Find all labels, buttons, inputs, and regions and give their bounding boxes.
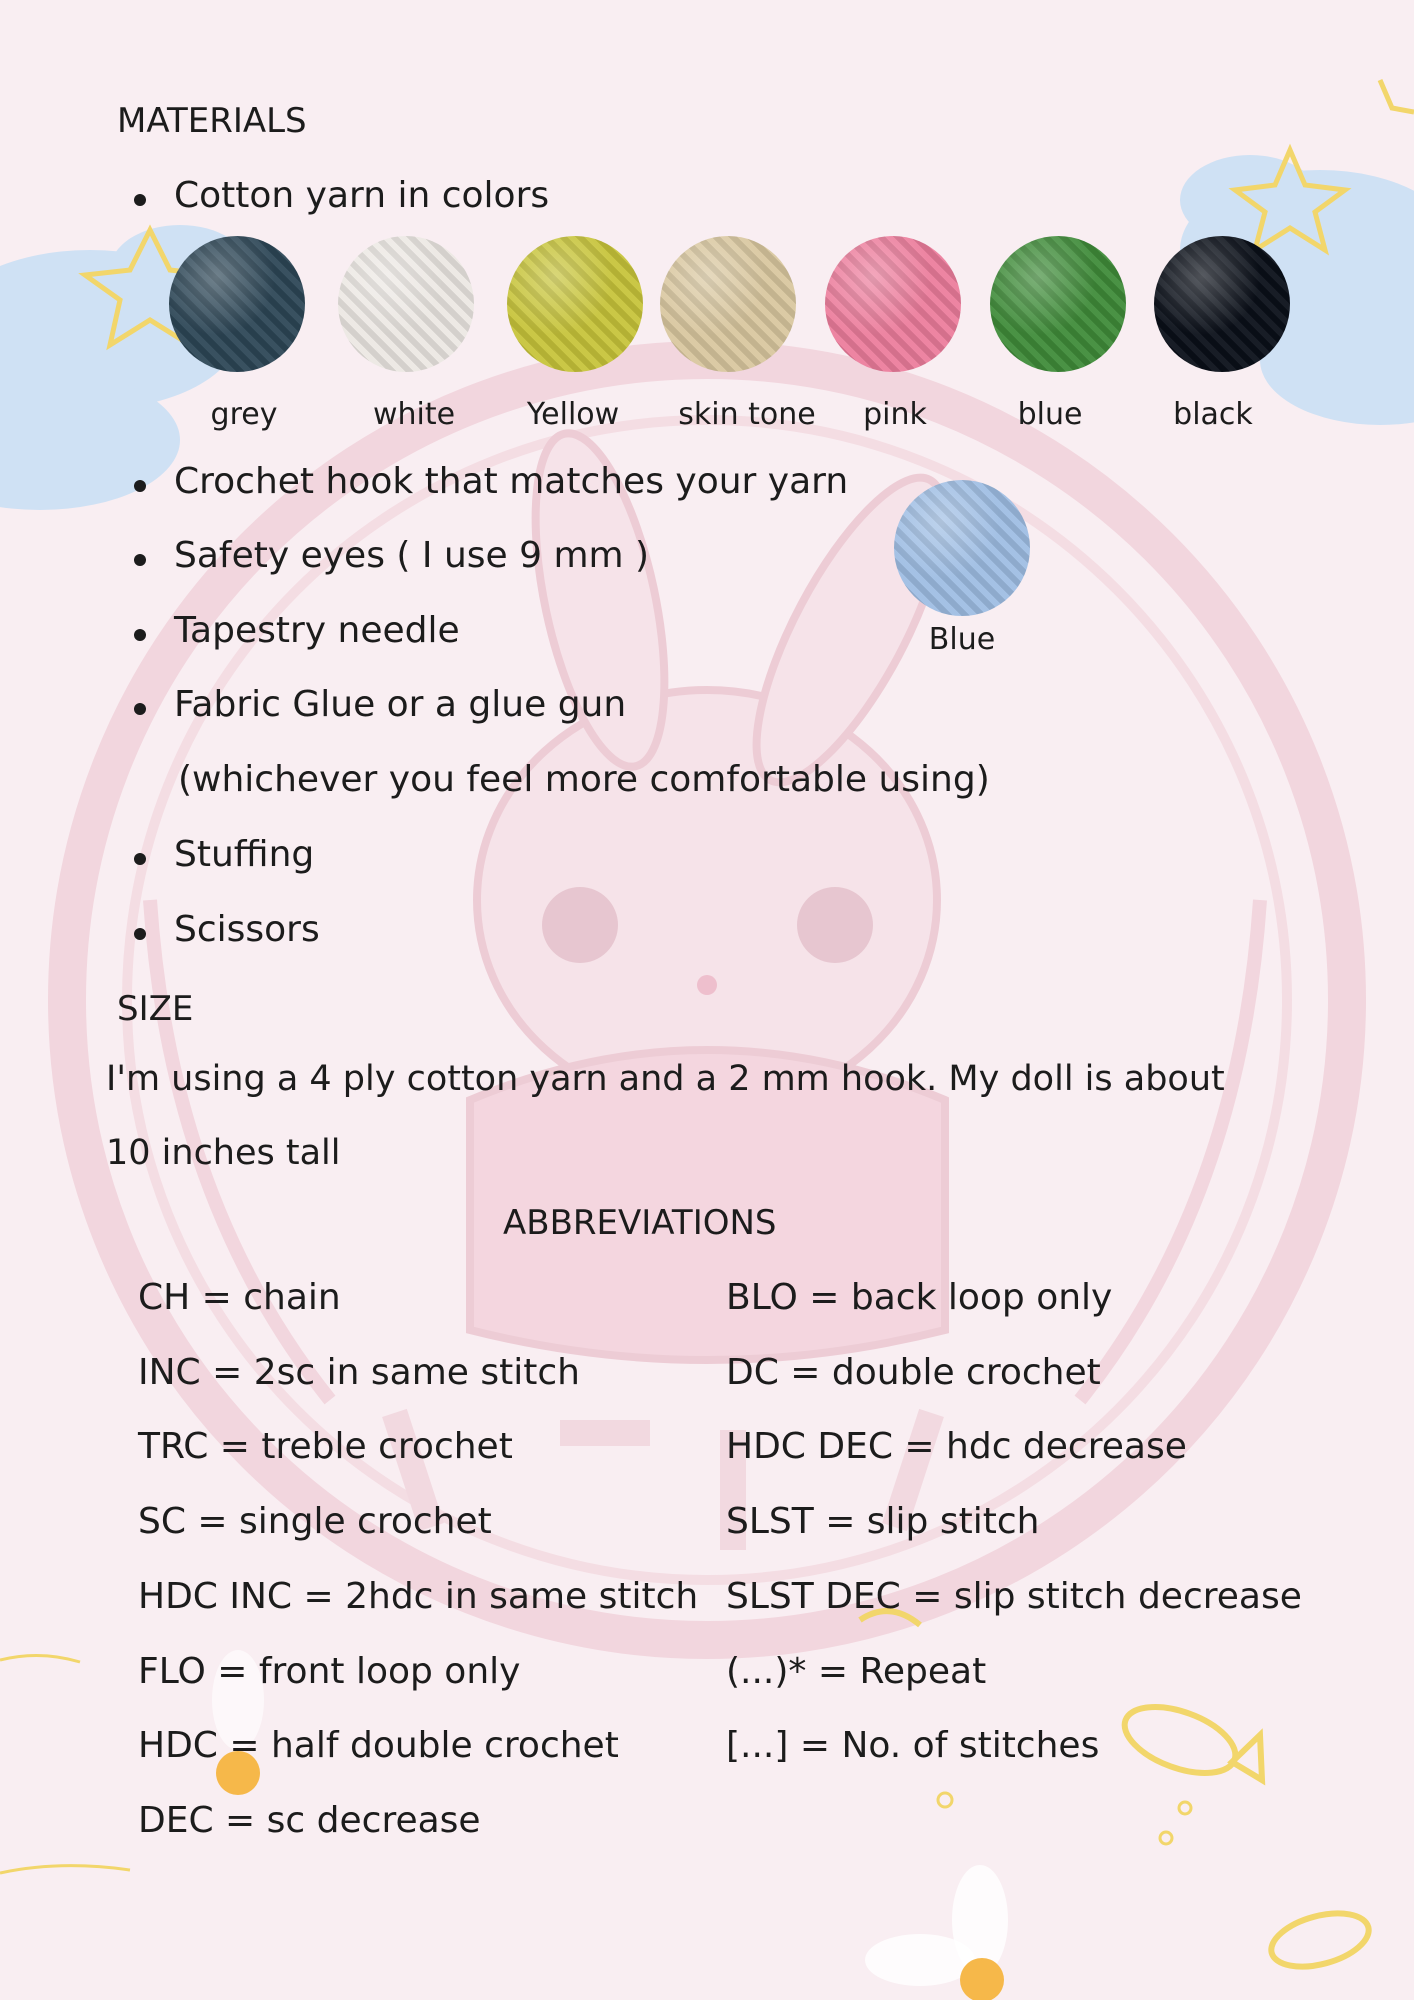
abbreviations-heading: ABBREVIATIONS [503, 1203, 777, 1243]
size-line-2: 10 inches tall [106, 1133, 341, 1173]
abbr-right: DC = double crochet [726, 1352, 1101, 1393]
size-line-1: I'm using a 4 ply cotton yarn and a 2 mm hook. My doll is about [106, 1059, 1225, 1099]
abbr-right: HDC DEC = hdc decrease [726, 1426, 1187, 1467]
swatch-white [338, 236, 474, 372]
swatch-blue [990, 236, 1126, 372]
swatch-pink [825, 236, 961, 372]
material-item: Stuffing [174, 834, 315, 875]
size-heading: SIZE [117, 989, 194, 1029]
abbr-left: FLO = front loop only [138, 1651, 521, 1692]
bullet [134, 928, 146, 940]
abbr-left: DEC = sc decrease [138, 1800, 481, 1841]
swatch-extra-blue [894, 480, 1030, 616]
swatch-grey [169, 236, 305, 372]
abbr-right: SLST = slip stitch [726, 1501, 1040, 1542]
swatch-label: white [372, 397, 456, 432]
abbr-left: SC = single crochet [138, 1501, 492, 1542]
abbr-left: TRC = treble crochet [138, 1426, 513, 1467]
swatch-label: grey [210, 397, 278, 432]
material-item: Crochet hook that matches your yarn [174, 461, 849, 502]
bullet [134, 629, 146, 641]
material-item: Scissors [174, 909, 320, 950]
abbr-right: BLO = back loop only [726, 1277, 1113, 1318]
abbr-left: HDC INC = 2hdc in same stitch [138, 1576, 699, 1617]
swatch-label: Yellow [526, 397, 620, 432]
abbr-right: SLST DEC = slip stitch decrease [726, 1576, 1302, 1617]
bubble-icon [938, 1793, 1191, 1844]
material-item-note: (whichever you feel more comfortable using) [178, 759, 990, 800]
swatch-label: blue [1017, 397, 1083, 432]
abbr-left: INC = 2sc in same stitch [138, 1352, 580, 1393]
bullet [134, 480, 146, 492]
bullet [134, 853, 146, 865]
swatch-label: black [1173, 397, 1253, 432]
squiggle-icon [0, 1655, 130, 1873]
abbr-left: CH = chain [138, 1277, 341, 1318]
abbr-right: (...)* = Repeat [726, 1651, 987, 1692]
swatch-yellow [507, 236, 643, 372]
swatch-black [1154, 236, 1290, 372]
yarn-item: Cotton yarn in colors [174, 175, 550, 216]
abbr-left: HDC = half double crochet [138, 1725, 619, 1766]
swatch-skin-tone [660, 236, 796, 372]
swatch-label: pink [863, 397, 927, 432]
material-item: Safety eyes ( I use 9 mm ) [174, 535, 650, 576]
swatch-label: skin tone [678, 397, 816, 432]
bullet [134, 554, 146, 566]
abbr-right: [...] = No. of stitches [726, 1725, 1100, 1766]
material-item: Tapestry needle [174, 610, 460, 651]
bullet [134, 194, 146, 206]
swatch-label: Blue [928, 622, 996, 657]
material-item: Fabric Glue or a glue gun [174, 684, 627, 725]
bullet [134, 703, 146, 715]
materials-heading: MATERIALS [117, 101, 307, 141]
